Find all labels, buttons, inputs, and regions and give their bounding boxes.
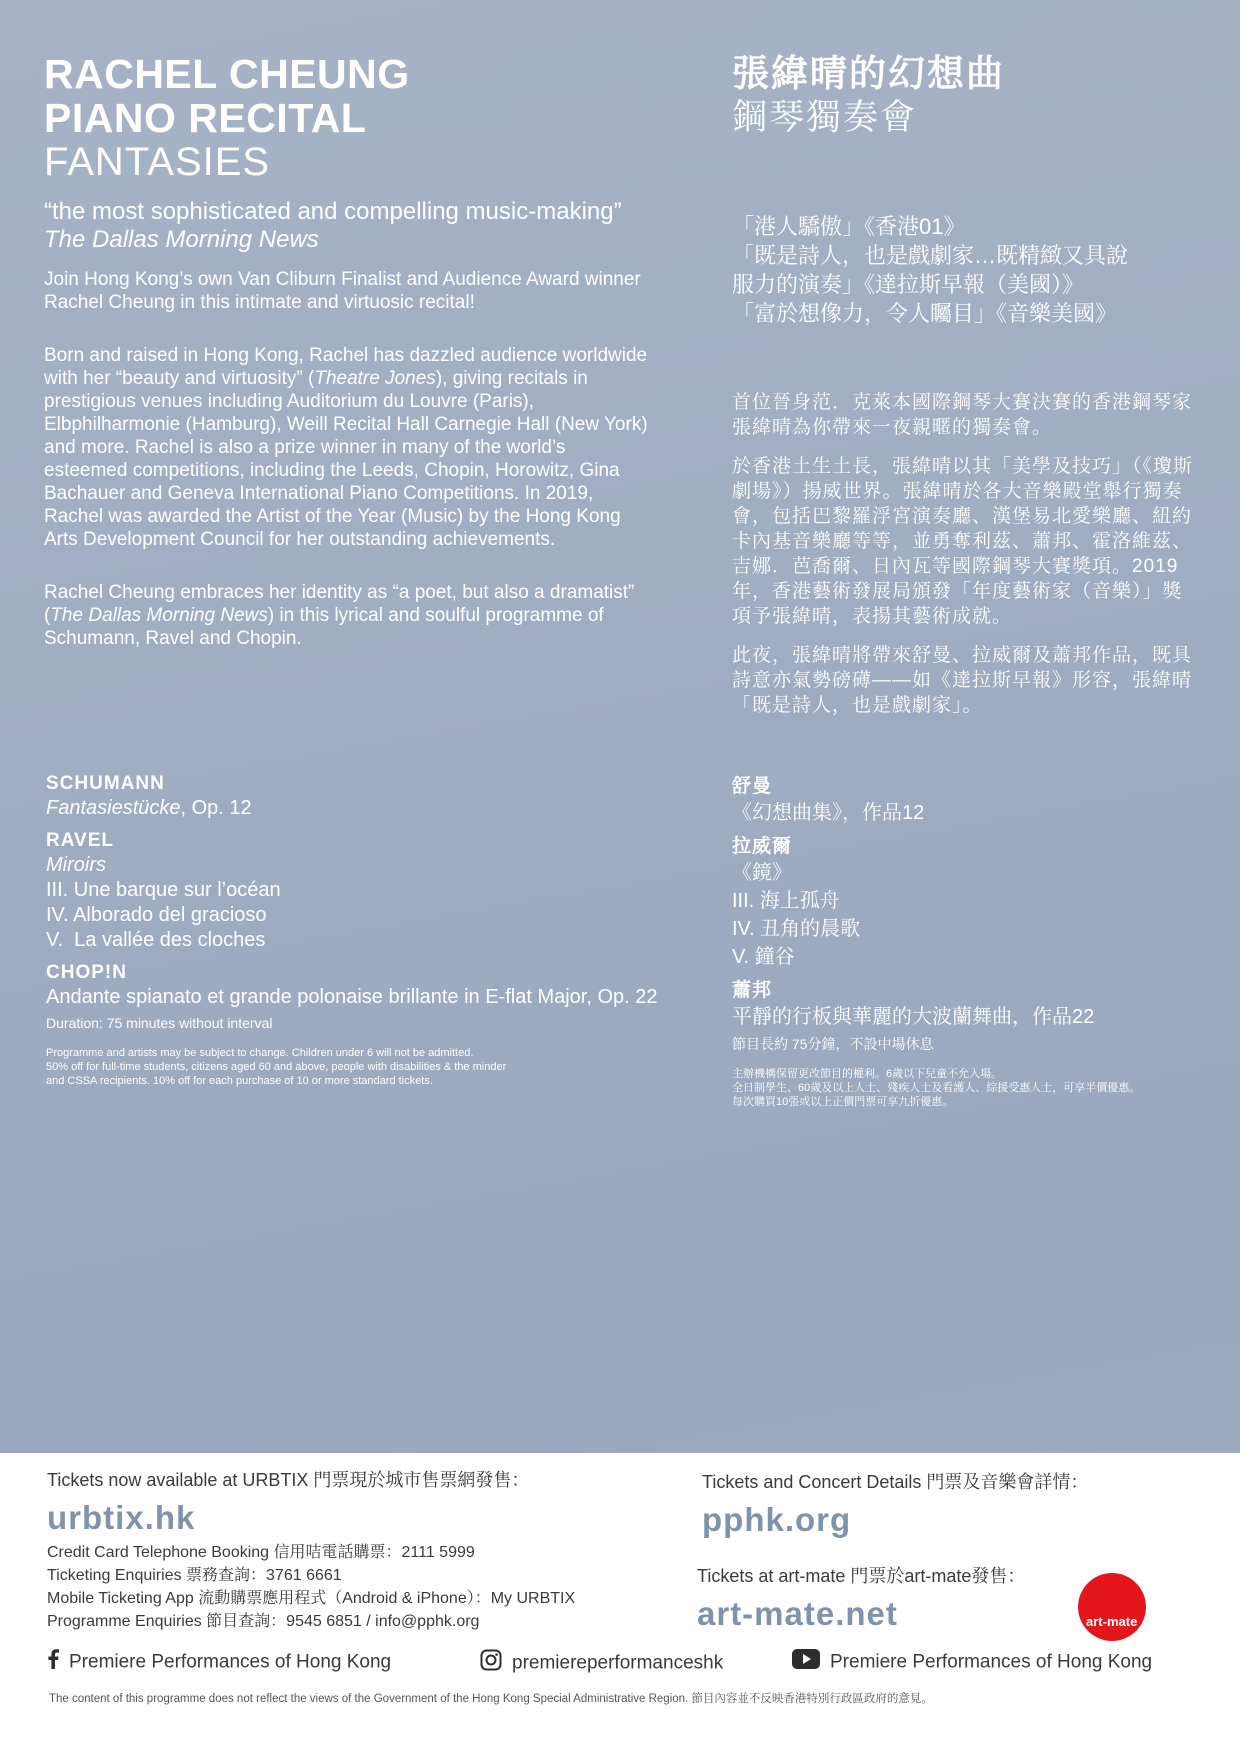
zh-fine-print-line: 主辦機構保留更改節目的權利。6歲以下兒童不允入場。 [732,1068,1003,1080]
zh-composer-schumann: 舒曼 [732,776,773,797]
composer-ravel: RAVEL [46,830,114,851]
bio-text-2: ), giving recitals in prestigious venues including Auditorium du Louvre (Paris), Elbphilharmonie (Hamburg), Weill Recital Hall Carnegie Hall (New York) and more. Rachel is also a prize winner in many of the world’s esteemed competitions, including the Leeds, Chopin, Horowitz, Gina Bachauer and Geneva International Piano Competitions. In 2019, Rachel was awarded the Artist of the Year (Music) by the Hong Kong Arts Development Council for her outstanding achievements. [44,368,648,550]
instagram-label: premiereperformanceshk [512,1652,724,1674]
urbtix-heading: Tickets now available at URBTIX 門票現於城市售票網發售： [47,1470,530,1490]
zh-bio-paragraph: 於香港土生土長，張緯晴以其「美學及技巧」（《瓊斯劇場》）揚威世界。張緯晴於各大音樂殿堂舉行獨奏會，包括巴黎羅浮宮演奏廳、漢堡易北愛樂廳、紐約卡內基音樂廳等等，並勇奪利茲、蕭邦、霍洛維茲、吉娜．芭喬爾、日內瓦等國際鋼琴大賽獎項。2019年，香港藝術發展局頒發「年度藝術家（音樂）」獎項予張緯晴，表揚其藝術成就。 [732,456,1194,627]
bio-text-1: Born and raised in Hong Kong, Rachel has dazzled audience worldwide with her “beauty and virtuosity” ( [44,345,648,389]
artmate-link[interactable]: art-mate.net [697,1595,898,1632]
facebook-icon [47,1649,59,1676]
zh-composer-ravel: 拉威爾 [732,836,793,857]
english-column [44,52,654,650]
bio-source: Theatre Jones [314,368,436,389]
press-quote-text: “the most sophisticated and compelling music-making” [44,198,622,225]
art-mate-logo-text: art-mate [1086,1614,1138,1629]
work-schumann-opus: , Op. 12 [180,797,252,819]
youtube-link[interactable] [792,1649,1152,1676]
youtube-icon [792,1649,820,1676]
closing-text-1: Rachel Cheung embraces her identity as “a poet, but also a dramatist” ( [44,582,635,626]
disclaimer: The content of this programme does not reflect the views of the Government of the Hong Kong Special Administrative Region. 節目內容並不反映香港特別行政區政府的意見。 [49,1693,933,1705]
fine-print-line: and CSSA recipients. 10% off for each purchase of 10 or more standard tickets. [46,1075,433,1087]
instagram-icon [480,1649,502,1678]
press-quote-source: The Dallas Morning News [44,226,319,253]
pphk-block [702,1471,1202,1539]
zh-work-chopin: 平靜的行板與華麗的大波蘭舞曲，作品22 [732,1006,1095,1028]
facebook-label: Premiere Performances of Hong Kong [69,1651,392,1673]
programme-en [46,772,666,1088]
pphk-link[interactable]: pphk.org [702,1501,852,1538]
zh-quote-line: 「富於想像力，令人矚目」《音樂美國》 [732,301,1118,326]
bio-paragraph [44,344,654,551]
duration-note: Duration: 75 minutes without interval [46,1015,273,1031]
zh-work-ravel: 《鏡》 [732,862,792,884]
booking-line: Credit Card Telephone Booking 信用咭電話購票：2111 5999 [47,1544,475,1561]
title-line-2: PIANO RECITAL [44,95,367,141]
composer-chopin: CHOP!N [46,962,127,983]
press-quote [44,198,654,254]
programme-zh [732,775,1202,1109]
pphk-heading: Tickets and Concert Details 門票及音樂會詳情： [702,1472,1089,1492]
zh-intro-paragraph: 首位晉身范．克萊本國際鋼琴大賽決賽的香港鋼琴家張緯晴為你帶來一夜親暱的獨奏會。 [732,392,1193,438]
work-schumann-title: Fantasiestücke [46,797,181,819]
urbtix-link[interactable]: urbtix.hk [47,1499,196,1536]
zh-duration-note: 節目長約 75分鐘，不設中場休息 [732,1036,934,1052]
zh-movement-line: V. 鐘谷 [732,946,795,968]
zh-movement-line: IV. 丑角的晨歌 [732,918,861,940]
urbtix-block [47,1469,667,1633]
work-chopin: Andante spianato et grande polonaise brillante in E-flat Major, Op. 22 [46,986,658,1008]
youtube-label: Premiere Performances of Hong Kong [830,1651,1153,1673]
facebook-link[interactable] [47,1649,391,1676]
artmate-block [697,1565,1077,1633]
fine-print [46,1046,666,1088]
instagram-link[interactable] [480,1649,723,1678]
closing-paragraph [44,581,654,650]
movement-line: III. Une barque sur l’océan [46,879,281,901]
app-line: Mobile Ticketing App 流動購票應用程式（Android & iPhone）：My URBTIX [47,1590,576,1607]
zh-quote-line: 「既是詩人，也是戲劇家…既精緻又具說 [732,243,1129,268]
zh-title: 張緯晴的幻想曲 [732,53,1005,94]
zh-closing-paragraph: 此夜，張緯晴將帶來舒曼、拉威爾及蕭邦作品，既具詩意亦氣勢磅礡——如《達拉斯早報》形容，張緯晴「既是詩人，也是戲劇家」。 [732,645,1193,716]
title-line-1: RACHEL CHEUNG [44,51,410,97]
enquiry-line: Ticketing Enquiries 票務查詢：3761 6661 [47,1567,342,1584]
programme-enquiry-line: Programme Enquiries 節目查詢：9545 6851 / info@pphk.org [47,1613,480,1630]
zh-subtitle: 鋼琴獨奏會 [732,98,918,137]
movement-line: V. La vallée des cloches [46,929,266,951]
fine-print-line: Programme and artists may be subject to change. Children under 6 will not be admitted. [46,1047,474,1059]
zh-press-quotes [732,212,1202,328]
work-ravel-title-text: Miroirs [46,854,106,876]
zh-fine-print-line: 每次購買10張或以上正價門票可享九折優惠。 [732,1096,954,1108]
zh-work-schumann: 《幻想曲集》，作品12 [732,802,925,824]
closing-source: The Dallas Morning News [50,605,268,626]
title-subtitle: FANTASIES [44,140,271,184]
chinese-column [732,52,1202,718]
work-ravel-title [46,853,666,878]
composer-schumann: SCHUMANN [46,773,165,794]
work-schumann [46,796,666,821]
closing-text-2: ) in this lyrical and soulful programme of Schumann, Ravel and Chopin. [44,605,604,649]
artmate-heading: Tickets at art-mate 門票於art-mate發售： [697,1566,1026,1586]
zh-composer-chopin: 蕭邦 [732,980,773,1001]
art-mate-logo [1078,1573,1146,1641]
zh-fine-print [732,1067,1202,1109]
zh-fine-print-line: 全日制學生、60歲及以上人士、殘疾人士及看護人、綜援受惠人士，可享半價優惠。 [732,1082,1141,1094]
zh-quote-line: 服力的演奏」《達拉斯早報（美國）》 [732,272,1085,297]
ticket-footer [0,1453,1240,1751]
movement-line: IV. Alborado del gracioso [46,904,267,926]
fine-print-line: 50% off for full-time students, citizens aged 60 and above, people with disabilities & the minder [46,1061,507,1073]
intro-paragraph: Join Hong Kong’s own Van Cliburn Finalist and Audience Award winner Rachel Cheung in this intimate and virtuosic recital! [44,269,641,313]
zh-quote-line: 「港人驕傲」《香港01》 [732,214,966,239]
zh-movement-line: III. 海上孤舟 [732,890,840,912]
